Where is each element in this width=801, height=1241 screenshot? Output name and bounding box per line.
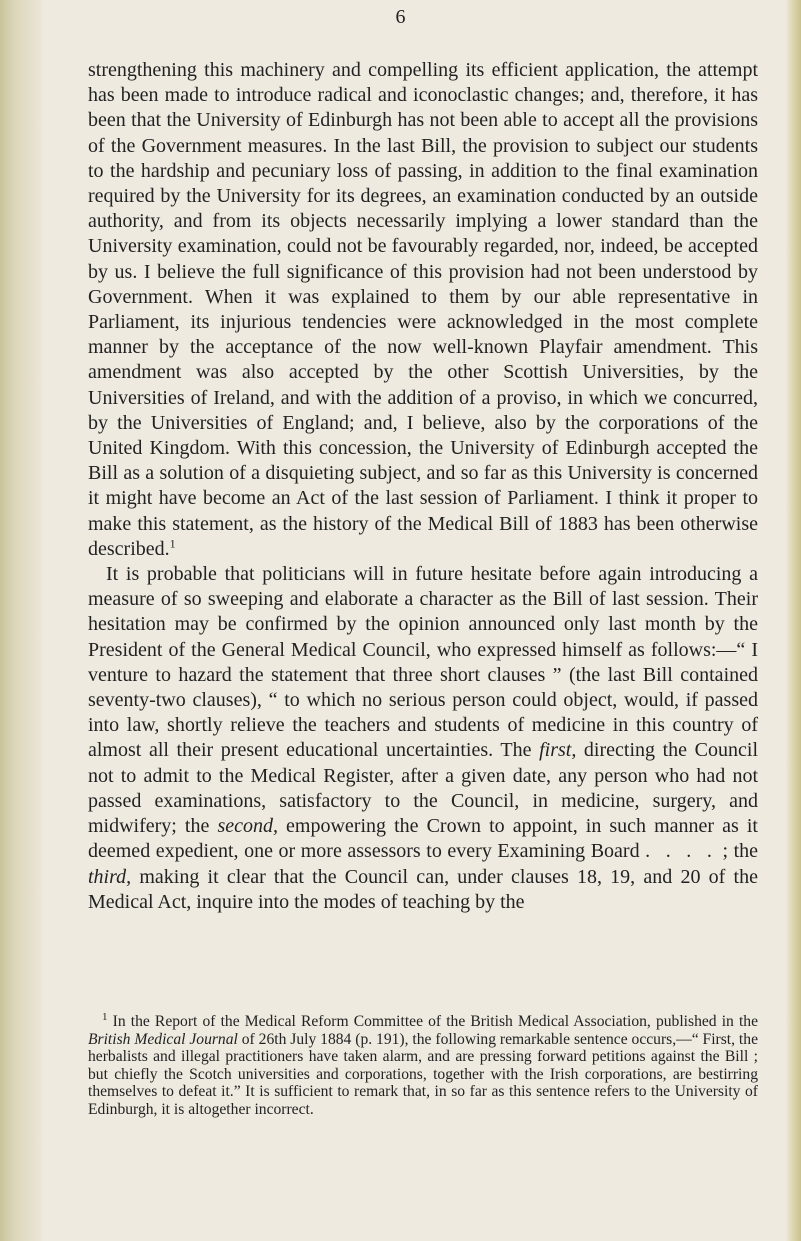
paragraph-2-text: ; the (716, 840, 758, 863)
paragraph-2-text: empowering the Crown to appoint, in such manner as it deemed expedient, one or more assessors to every Examining Board (88, 815, 758, 863)
page-number: 6 (395, 6, 406, 28)
footnote (88, 1010, 758, 1119)
footnote-text-part: of 26th July 1884 (p. 191), the following remarkable sentence occurs,—“ First, the herbalists and illegal practitioners have taken alarm, and are pressing forward petitions against the Bill ; but chiefly the Scotch universities and corporations, together with the Irish corporations, are bestirring themselves to defeat it.” It is sufficient to remark that, in so far as this sentence refers to the University of Edinburgh, it is altogether incorrect. (88, 1030, 758, 1118)
footnote-number: 1 (102, 1010, 108, 1023)
paragraph-1 (88, 58, 758, 562)
page-right-edge (785, 0, 801, 1241)
page-left-edge (0, 0, 42, 1241)
emphasis-second: second, (217, 815, 278, 838)
paragraph-2 (88, 562, 758, 915)
paragraph-2-text: directing the Council not to admit to the Medical Register, after a given date, any person who had not passed examinations, satisfactory to the Council, in medicine, surgery, and midwifery; the (88, 739, 758, 838)
paragraph-1-text: strengthening this machinery and compelling its efficient application, the attempt has been made to introduce radical and iconoclastic changes; and, therefore, it has been that the University of Edinburgh has not been able to accept all the provisions of the Government measures. In the last Bill, the provision to subject our students to the hardship and pecuniary loss of passing, in addition to the final examination required by the University for its degrees, an examination conducted by an outside authority, and from its objects necessarily implying a lower standard than the University examination, could not be favourably regarded, nor, indeed, be accepted by us. I believe the full significance of this provision had not been understood by Government. When it was explained to them by our able representative in Parliament, its injurious tendencies were acknowledged in the most complete manner by the acceptance of the now well-known Playfair amendment. This amendment was also accepted by the other Scottish Universities, by the Universities of Ireland, and with the addition of a proviso, in which we concurred, by the Universities of England; and, I believe, also by the corporations of the United Kingdom. With this concession, the University of Edinburgh accepted the Bill as a solution of a disquieting subject, and so far as this University is concerned it might have become an Act of the last session of Parliament. I think it proper to make this statement, as the history of the Medical Bill of 1883 has been otherwise described. (88, 59, 758, 560)
footnote-text (88, 1010, 758, 1119)
ellipsis: . . . . (645, 840, 717, 863)
emphasis-first: first, (539, 739, 577, 762)
journal-title: British Medical Journal (88, 1030, 238, 1048)
footnote-reference: 1 (169, 536, 176, 551)
paragraph-2-text: making it clear that the Council can, under clauses 18, 19, and 20 of the Medical Act, inquire into the modes of teaching by the (88, 865, 758, 913)
paragraph-2-text: It is probable that politicians will in future hesitate before again introducing a measure of so sweeping and elaborate a character as the Bill of last session. Their hesitation may be confirmed by the opinion announced only last month by the President of the General Medical Council, who expressed himself as follows:—“ I venture to hazard the statement that three short clauses ” (the last Bill contained seventy-two clauses), “ to which no serious person could object, would, if passed into law, shortly relieve the teachers and students of medicine in this country of almost all their present educational uncertainties. The (88, 563, 758, 762)
body-text (88, 58, 758, 915)
footnote-text-part: In the Report of the Medical Reform Committee of the British Medical Association, published in the (107, 1013, 758, 1030)
emphasis-third: third, (88, 865, 132, 888)
